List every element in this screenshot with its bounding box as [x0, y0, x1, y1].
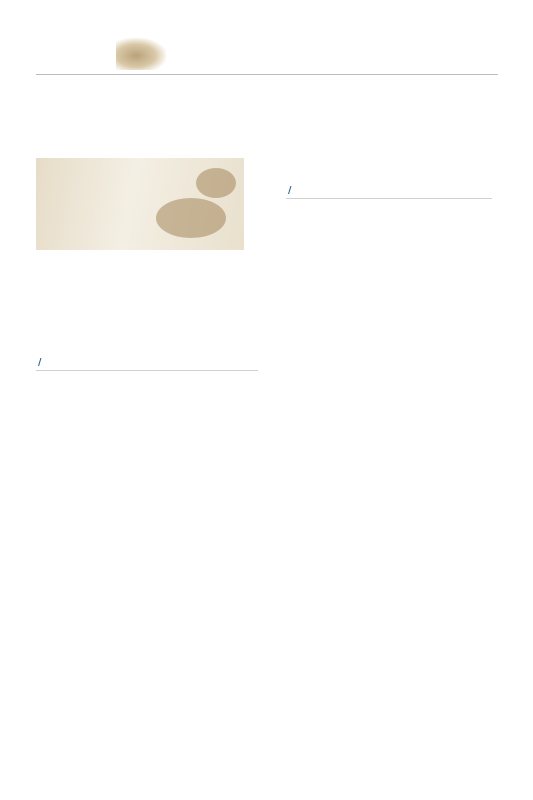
feature-artwork — [36, 158, 244, 250]
section-heading-2: / — [288, 185, 292, 196]
lead-body — [36, 252, 492, 344]
sec1-column-3 — [184, 376, 258, 786]
section-heading-1: / — [38, 357, 42, 368]
sec1-column-2 — [110, 376, 178, 786]
herb-decoration — [196, 168, 236, 198]
herb-decoration — [156, 198, 226, 238]
header-divider — [36, 74, 498, 75]
section-divider — [286, 198, 492, 199]
lead-paragraph-intro — [254, 156, 492, 250]
page-header — [0, 0, 533, 72]
section-divider — [36, 370, 258, 371]
herb-banner-image — [116, 38, 166, 70]
sec1-column-1 — [36, 376, 104, 786]
